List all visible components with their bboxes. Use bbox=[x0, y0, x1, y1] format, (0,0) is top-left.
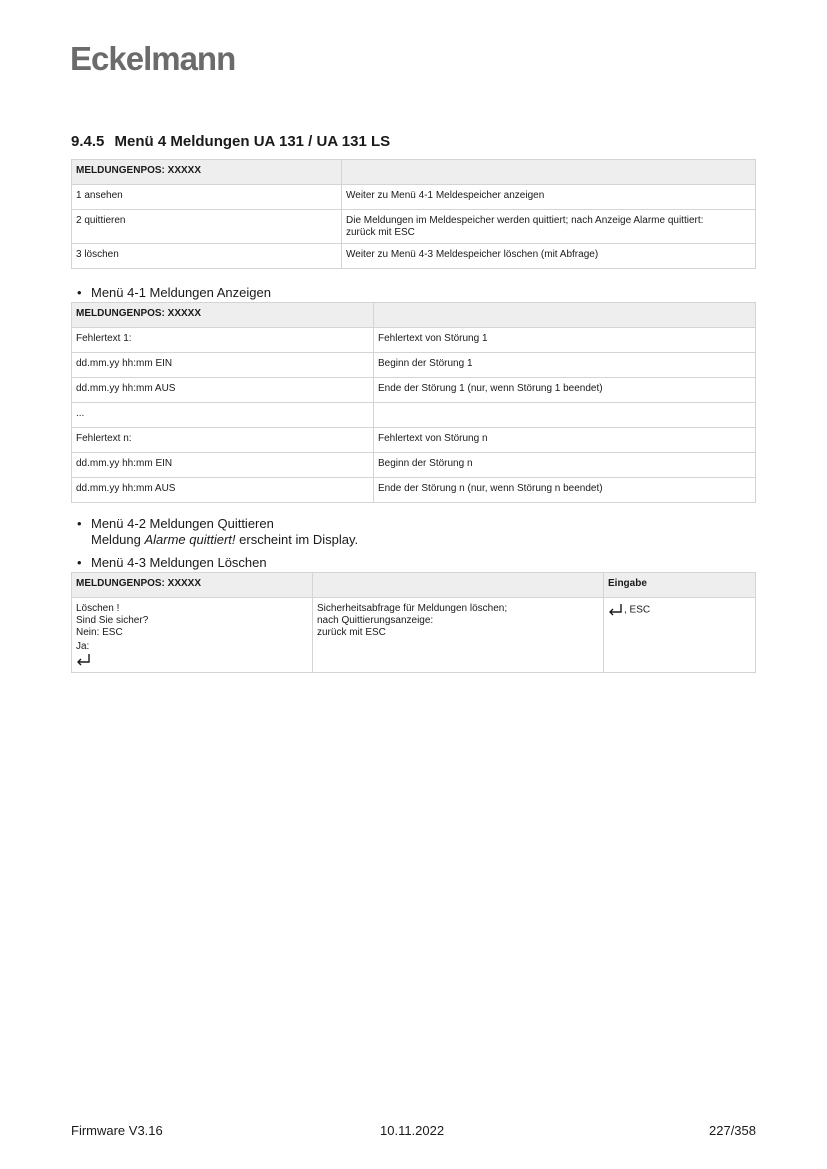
table-row bbox=[72, 353, 756, 378]
menu4-3-table bbox=[71, 572, 756, 673]
table-cell-desc: Weiter zu Menü 4-1 Meldespeicher anzeigen bbox=[342, 185, 756, 210]
table-header-empty bbox=[342, 160, 756, 185]
table-header: MELDUNGENPOS: XXXXX bbox=[72, 573, 313, 598]
table-cell-key: 3 löschen bbox=[72, 244, 342, 269]
display-line: Löschen ! bbox=[76, 603, 120, 614]
table-cell-desc: Fehlertext von Störung n bbox=[374, 428, 756, 453]
table-header-row bbox=[72, 573, 756, 598]
display-line: Nein: ESC bbox=[76, 627, 123, 638]
section-number: 9.4.5 bbox=[71, 133, 105, 150]
table-header-row bbox=[72, 160, 756, 185]
table-cell-desc: Beginn der Störung 1 bbox=[374, 353, 756, 378]
table-cell-key: dd.mm.yy hh:mm EIN bbox=[72, 453, 374, 478]
subtext-prefix: Meldung bbox=[91, 532, 145, 547]
table-header-input: Eingabe bbox=[604, 573, 756, 598]
bullet-dot: • bbox=[77, 285, 82, 300]
table-cell-desc: Fehlertext von Störung 1 bbox=[374, 328, 756, 353]
table-cell-desc: Ende der Störung 1 (nur, wenn Störung 1 beendet) bbox=[374, 378, 756, 403]
desc-line: zurück mit ESC bbox=[317, 627, 386, 638]
enter-key-icon bbox=[76, 653, 92, 667]
footer-page-number: 227/358 bbox=[709, 1123, 756, 1138]
table-cell-desc bbox=[374, 403, 756, 428]
table-row bbox=[72, 428, 756, 453]
bullet-text: Menü 4-1 Meldungen Anzeigen bbox=[91, 285, 271, 300]
bullet-menu-4-1 bbox=[77, 285, 271, 301]
table-header-empty bbox=[374, 303, 756, 328]
table-header: MELDUNGENPOS: XXXXX bbox=[72, 303, 374, 328]
desc-line: Die Meldungen im Meldespeicher werden quittiert; nach Anzeige Alarme quittiert: bbox=[346, 215, 704, 226]
footer-date: 10.11.2022 bbox=[380, 1123, 445, 1138]
table-row bbox=[72, 244, 756, 269]
table-header-row bbox=[72, 303, 756, 328]
table-row bbox=[72, 598, 756, 673]
table-cell-desc: Ende der Störung n (nur, wenn Störung n beendet) bbox=[374, 478, 756, 503]
subtext-italic: Alarme quittiert! bbox=[144, 532, 236, 547]
table-header-empty bbox=[313, 573, 604, 598]
table-cell-key: dd.mm.yy hh:mm EIN bbox=[72, 353, 374, 378]
section-title: Menü 4 Meldungen UA 131 / UA 131 LS bbox=[114, 133, 391, 150]
table-row bbox=[72, 453, 756, 478]
table-row bbox=[72, 403, 756, 428]
table-row bbox=[72, 478, 756, 503]
ja-label: Ja: bbox=[76, 641, 90, 652]
table-row bbox=[72, 185, 756, 210]
menu4-table bbox=[71, 159, 756, 269]
display-line: Sind Sie sicher? bbox=[76, 615, 149, 626]
desc-line: nach Quittierungsanzeige: bbox=[317, 615, 434, 626]
table-cell-key: 2 quittieren bbox=[72, 210, 342, 244]
bullet-menu-4-3 bbox=[77, 555, 267, 571]
table-cell-key: 1 ansehen bbox=[72, 185, 342, 210]
table-row bbox=[72, 328, 756, 353]
table-cell-input bbox=[604, 598, 756, 673]
menu4-1-table bbox=[71, 302, 756, 503]
table-cell-key: ... bbox=[72, 403, 374, 428]
bullet-subtext bbox=[77, 532, 358, 548]
table-row bbox=[72, 210, 756, 244]
table-cell-display bbox=[72, 598, 313, 673]
desc-line: zurück mit ESC bbox=[346, 227, 415, 238]
input-suffix: , ESC bbox=[624, 604, 651, 616]
table-cell-key: dd.mm.yy hh:mm AUS bbox=[72, 478, 374, 503]
table-header: MELDUNGENPOS: XXXXX bbox=[72, 160, 342, 185]
company-logo: Eckelmann bbox=[70, 40, 236, 77]
table-cell-desc: Weiter zu Menü 4-3 Meldespeicher löschen (mit Abfrage) bbox=[342, 244, 756, 269]
table-cell-desc bbox=[313, 598, 604, 673]
bullet-dot: • bbox=[77, 516, 82, 531]
desc-line: Sicherheitsabfrage für Meldungen löschen; bbox=[317, 603, 508, 614]
display-line bbox=[76, 641, 308, 667]
bullet-dot: • bbox=[77, 555, 82, 570]
table-cell-desc: Beginn der Störung n bbox=[374, 453, 756, 478]
table-cell-key: dd.mm.yy hh:mm AUS bbox=[72, 378, 374, 403]
enter-key-icon bbox=[608, 603, 624, 617]
section-heading bbox=[71, 133, 390, 150]
bullet-menu-4-2 bbox=[77, 516, 358, 548]
bullet-text: Menü 4-2 Meldungen Quittieren bbox=[91, 516, 274, 531]
footer-firmware: Firmware V3.16 bbox=[71, 1123, 163, 1138]
table-cell-key: Fehlertext 1: bbox=[72, 328, 374, 353]
table-row bbox=[72, 378, 756, 403]
bullet-text: Menü 4-3 Meldungen Löschen bbox=[91, 555, 267, 570]
table-cell-key: Fehlertext n: bbox=[72, 428, 374, 453]
subtext-suffix: erscheint im Display. bbox=[235, 532, 359, 547]
table-cell-desc bbox=[342, 210, 756, 244]
